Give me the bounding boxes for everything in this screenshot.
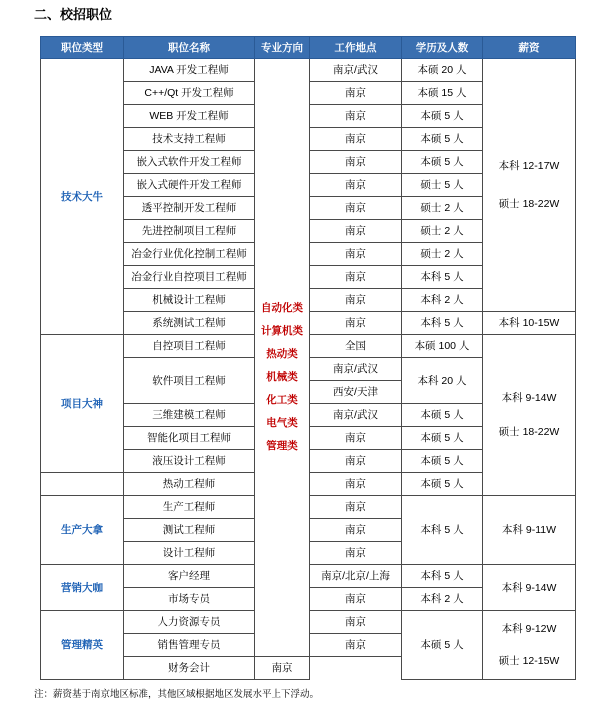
salary-line: 本科 9-12W [501,623,557,635]
work-location: 南京 [310,82,402,105]
header-position: 职位名称 [124,37,255,59]
header-salary: 薪资 [483,37,576,59]
direction-item: 化工类 [266,393,298,406]
position-name: 市场专员 [124,588,255,611]
header-category: 职位类型 [41,37,124,59]
category-management: 管理精英 [41,611,124,680]
work-location: 南京 [310,312,402,335]
education-count: 本硕 5 人 [402,611,483,680]
education-count: 本硕 5 人 [402,473,483,496]
work-location: 南京/武汉 [310,59,402,82]
position-name: 系统测试工程师 [124,312,255,335]
work-location: 南京 [310,289,402,312]
salary-project [483,335,576,496]
salary-test: 本科 10-15W [483,312,576,335]
category-tech: 技术大牛 [41,59,124,335]
position-name: 技术支持工程师 [124,128,255,151]
work-location: 南京 [310,450,402,473]
work-location: 南京 [310,128,402,151]
education-count: 本硕 5 人 [402,105,483,128]
work-location: 南京/武汉 [310,358,402,381]
header-education: 学历及人数 [402,37,483,59]
category-sales: 营销大咖 [41,565,124,611]
work-location: 南京 [310,197,402,220]
position-name: 嵌入式软件开发工程师 [124,151,255,174]
position-name: 测试工程师 [124,519,255,542]
education-count: 本硕 5 人 [402,128,483,151]
salary-production: 本科 9-11W [483,496,576,565]
education-count: 本科 20 人 [402,358,483,404]
position-name: C++/Qt 开发工程师 [124,82,255,105]
category-project-spacer [41,473,124,496]
position-name: 嵌入式硬件开发工程师 [124,174,255,197]
salary-line: 硕士 18-22W [498,426,560,438]
position-name: 机械设计工程师 [124,289,255,312]
direction-item: 热动类 [266,347,298,360]
work-location: 南京 [310,611,402,634]
work-location: 南京 [255,657,310,680]
position-name: 液压设计工程师 [124,450,255,473]
direction-item: 机械类 [266,370,298,383]
education-count: 硕士 2 人 [402,243,483,266]
work-location: 全国 [310,335,402,358]
direction-item: 自动化类 [261,301,303,314]
positions-table [40,36,576,680]
position-name: 人力资源专员 [124,611,255,634]
table-header-row [41,37,576,59]
position-name: WEB 开发工程师 [124,105,255,128]
direction-cell [255,59,310,657]
education-count: 硕士 2 人 [402,220,483,243]
education-count: 本硕 5 人 [402,427,483,450]
category-production: 生产大拿 [41,496,124,565]
education-count: 本科 5 人 [402,565,483,588]
education-count: 本硕 15 人 [402,82,483,105]
salary-sales: 本科 9-14W [483,565,576,611]
salary-line: 硕士 18-22W [498,198,560,210]
work-location: 南京 [310,496,402,519]
footnote: 注：薪资基于南京地区标准，其他区域根据地区发展水平上下浮动。 [34,689,320,700]
salary-tech [483,59,576,312]
work-location: 南京 [310,542,402,565]
salary-line: 本科 12-17W [498,160,560,172]
position-name: 设计工程师 [124,542,255,565]
work-location: 南京 [310,151,402,174]
education-count: 本硕 5 人 [402,404,483,427]
work-location: 南京 [310,220,402,243]
position-name: 智能化项目工程师 [124,427,255,450]
position-name: 财务会计 [124,657,255,680]
direction-item: 电气类 [266,416,298,429]
work-location: 南京 [310,266,402,289]
position-name: 热动工程师 [124,473,255,496]
work-location: 南京 [310,519,402,542]
work-location: 南京 [310,473,402,496]
education-count: 本硕 5 人 [402,450,483,473]
position-name: 客户经理 [124,565,255,588]
education-count: 硕士 5 人 [402,174,483,197]
education-count: 本科 5 人 [402,266,483,289]
work-location: 南京 [310,634,402,657]
position-name: 先进控制项目工程师 [124,220,255,243]
direction-item: 管理类 [266,439,298,452]
work-location: 南京 [310,105,402,128]
position-name: 透平控制开发工程师 [124,197,255,220]
position-name: 生产工程师 [124,496,255,519]
salary-line: 本科 9-14W [501,392,557,404]
salary-line: 硕士 12-15W [498,655,560,667]
education-count: 本硕 5 人 [402,151,483,174]
header-direction: 专业方向 [255,37,310,59]
table-row [41,59,576,82]
work-location: 西安/天津 [310,381,402,404]
education-count: 本硕 100 人 [402,335,483,358]
position-name: 冶金行业优化控制工程师 [124,243,255,266]
work-location: 南京 [310,174,402,197]
education-count: 本科 5 人 [402,496,483,565]
work-location: 南京 [310,427,402,450]
section-title: 二、校招职位 [34,7,113,22]
position-name: JAVA 开发工程师 [124,59,255,82]
position-name: 软件项目工程师 [124,358,255,404]
work-location: 南京/北京/上海 [310,565,402,588]
work-location: 南京/武汉 [310,404,402,427]
position-name: 销售管理专员 [124,634,255,657]
education-count: 本科 2 人 [402,289,483,312]
position-name: 自控项目工程师 [124,335,255,358]
position-name: 三维建模工程师 [124,404,255,427]
header-location: 工作地点 [310,37,402,59]
education-count: 本科 5 人 [402,312,483,335]
work-location: 南京 [310,588,402,611]
category-project: 项目大神 [41,335,124,473]
education-count: 本科 2 人 [402,588,483,611]
education-count: 本硕 20 人 [402,59,483,82]
education-count: 硕士 2 人 [402,197,483,220]
salary-management [483,611,576,680]
position-name: 冶金行业自控项目工程师 [124,266,255,289]
work-location: 南京 [310,243,402,266]
direction-item: 计算机类 [261,324,303,337]
